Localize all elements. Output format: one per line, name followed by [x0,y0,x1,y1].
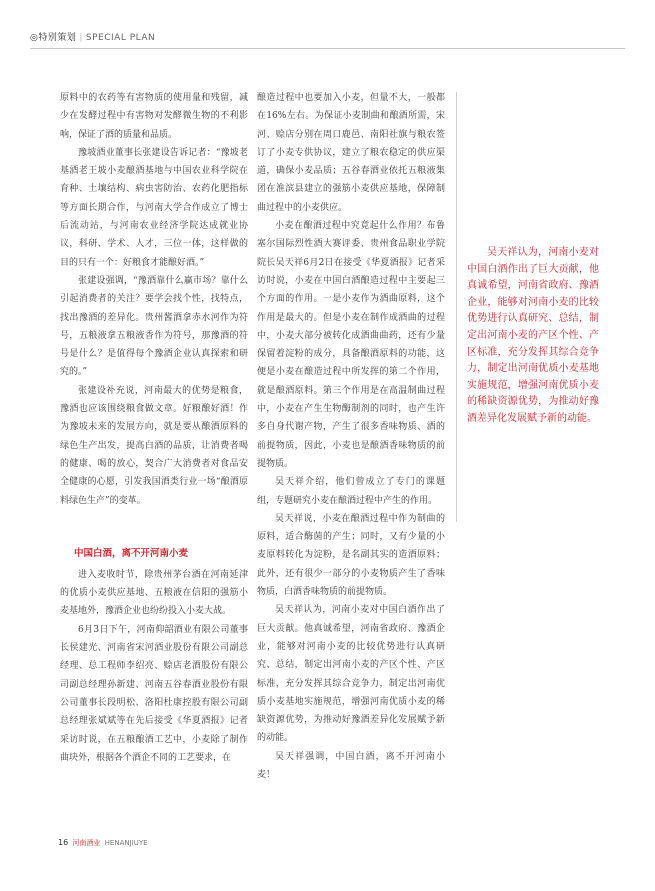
paragraph: 进入麦收时节，除贵州茅台酒在河南延津的优质小麦供应基地、五粮液在信阳的强筋小麦基地外，豫酒企业也纷纷投入小麦大战。 [60,569,248,617]
paragraph: 原料中的农药等有害物质的使用量和残留，减少在发酵过程中有害物对发酵微生物的不利影响，保证了酒的质量和品质。 [60,93,248,140]
pull-quote-text: 吴天祥认为，河南小麦对中国白酒作出了巨大贡献，他真诚希望，河南省政府、豫酒企业，能够对河南小麦的比较优势进行认真研究、总结，制定出河南小麦的产区个性、产区标准，充分发挥其综合竞争力，制定出河南优质小麦基地实施规范，增强河南优质小麦的稀缺资源优势，为推动好豫酒差异化发展赋予新的动能。 [467,247,599,424]
pull-quote [467,245,599,428]
paragraph: 吴天祥认为，河南小麦对中国白酒作出了巨大贡献。他真诚希望，河南省政府、豫酒企业，能够对河南小麦的比较优势进行认真研究、总结，制定出河南小麦的产区个性、产区标准，充分发挥其综合竞争力，制定出河南优质小麦基地实施规范，增强河南优质小麦的稀缺资源优势，为推动好豫酒差异化发展赋予新的动能。 [257,605,445,744]
paragraph: 吴天祥介绍，他们曾成立了专门的课题组，专题研究小麦在酿酒过程中产生的作用。 [257,477,445,506]
paragraph: 6月3日下午，河南仰韶酒业有限公司董事长侯建光、河南省宋河酒业股份有限公司副总经理、总工程师李绍亮、赊店老酒股份有限公司副总经理孙新建、河南五谷春酒业股份有限公司董事长段明松、洛阳杜康控股有限公司副总经理张斌斌等在先后接受《华夏酒报》记者采访时说，在五粮酿酒工艺中，小麦除了制作曲块外，根据各个酒企不同的工艺要求，在 [60,624,248,763]
header-rule [30,48,625,49]
page-number: 16 [58,838,69,847]
article-column-middle [257,89,445,784]
paragraph: 小麦在酿酒过程中究竟起什么作用？布鲁塞尔国际烈性酒大赛评委、贵州食品职业学院院长吴天祥6月2日在接受《华夏酒报》记者采访时说，小麦在中国白酒酿造过程中主要起三个方面的作用。一是小麦作为酒曲原料，这个作用是最大的。但是小麦在制作成酒曲的过程中，小麦大部分被转化成酒曲曲药，还有少量保留着淀粉的成分，具备酿酒原料的功能，这便是小麦在酿造过程中所发挥的第二个作用，就是酿酒原料。第三个作用是在高温制曲过程中，小麦在产生生物酶制剂的同时，也产生许多自身代谢产物，产生了很多香味物质、酒的前提物质，因此，小麦也是酿酒香味物质的前提物质。 [257,221,445,469]
paragraph: 吴天祥说，小麦在酿酒过程中作为制曲的原料，适合酶菌的产生；同时，又有少量的小麦原料转化为淀粉，是名副其实的造酒原料；此外，还有很少一部分的小麦物质产生了香味物质，白酒香味物质的前提物质。 [257,513,445,598]
paragraph: 豫坡酒业董事长张建设告诉记者：“豫坡老基酒老王坡小麦酿酒基地与中国农业科学院在育种、土壤结构、病虫害防治、农药化肥指标等方面长期合作，与河南大学合作成立了博士后流动站，与河南农业经济学院达成就业协议，科研、学术、人才，三位一体，这样做的目的只有一个：好粮食才能酿好酒。” [60,147,248,268]
paragraph: 张建设强调，“豫酒靠什么赢市场？靠什么引起消费者的关注？要学会找个性，找特点，找出豫酒的差异化。贵州酱酒拿赤水河作为符号，五粮液拿五粮液香作为符号，那豫酒的符号是什么？是值得每个豫酒企业认真探索和研究的。” [60,275,248,378]
paragraph: 酿造过程中也要加入小麦，但量不大，一般都在16%左右。为保证小麦制曲和酿酒所需，宋河、赊店分别在周口鹿邑、南阳社旗与粮农签订了小麦专供协议，建立了粮农稳定的供应渠道，确保小麦品质；五谷春酒业依托五粮液集团在淮滨县建立的强筋小麦供应基地，保障制曲过程中的小麦供应。 [257,93,445,213]
magazine-name-cn: 河南酒业 [72,839,101,847]
section-title-cn: ◎特别策划 [30,33,77,43]
magazine-name-en: HENANJIUYE [104,839,148,847]
column-divider [456,92,457,522]
paragraph: 吴天祥强调，中国白酒，离不开河南小麦！ [257,751,445,780]
page-footer [58,838,148,848]
paragraph: 张建设补充说，河南最大的优势是粮食，豫酒也应该围绕粮食做文章。好粮酿好酒！作为豫坡未来的发展方向，就是要从酿酒原料的绿色生产出发，提高白酒的品质，让消费者喝的健康、喝的放心，契合广大消费者对食品安全健康的心愿，引发我国酒类行业一场“酿酒原料绿色生产”的变革。 [60,385,248,506]
article-column-left [60,89,248,767]
header-separator: | [79,33,83,43]
section-title-en: SPECIAL PLAN [85,33,156,43]
section-header [30,30,155,43]
subheading: 中国白酒，离不开河南小麦 [74,547,189,559]
